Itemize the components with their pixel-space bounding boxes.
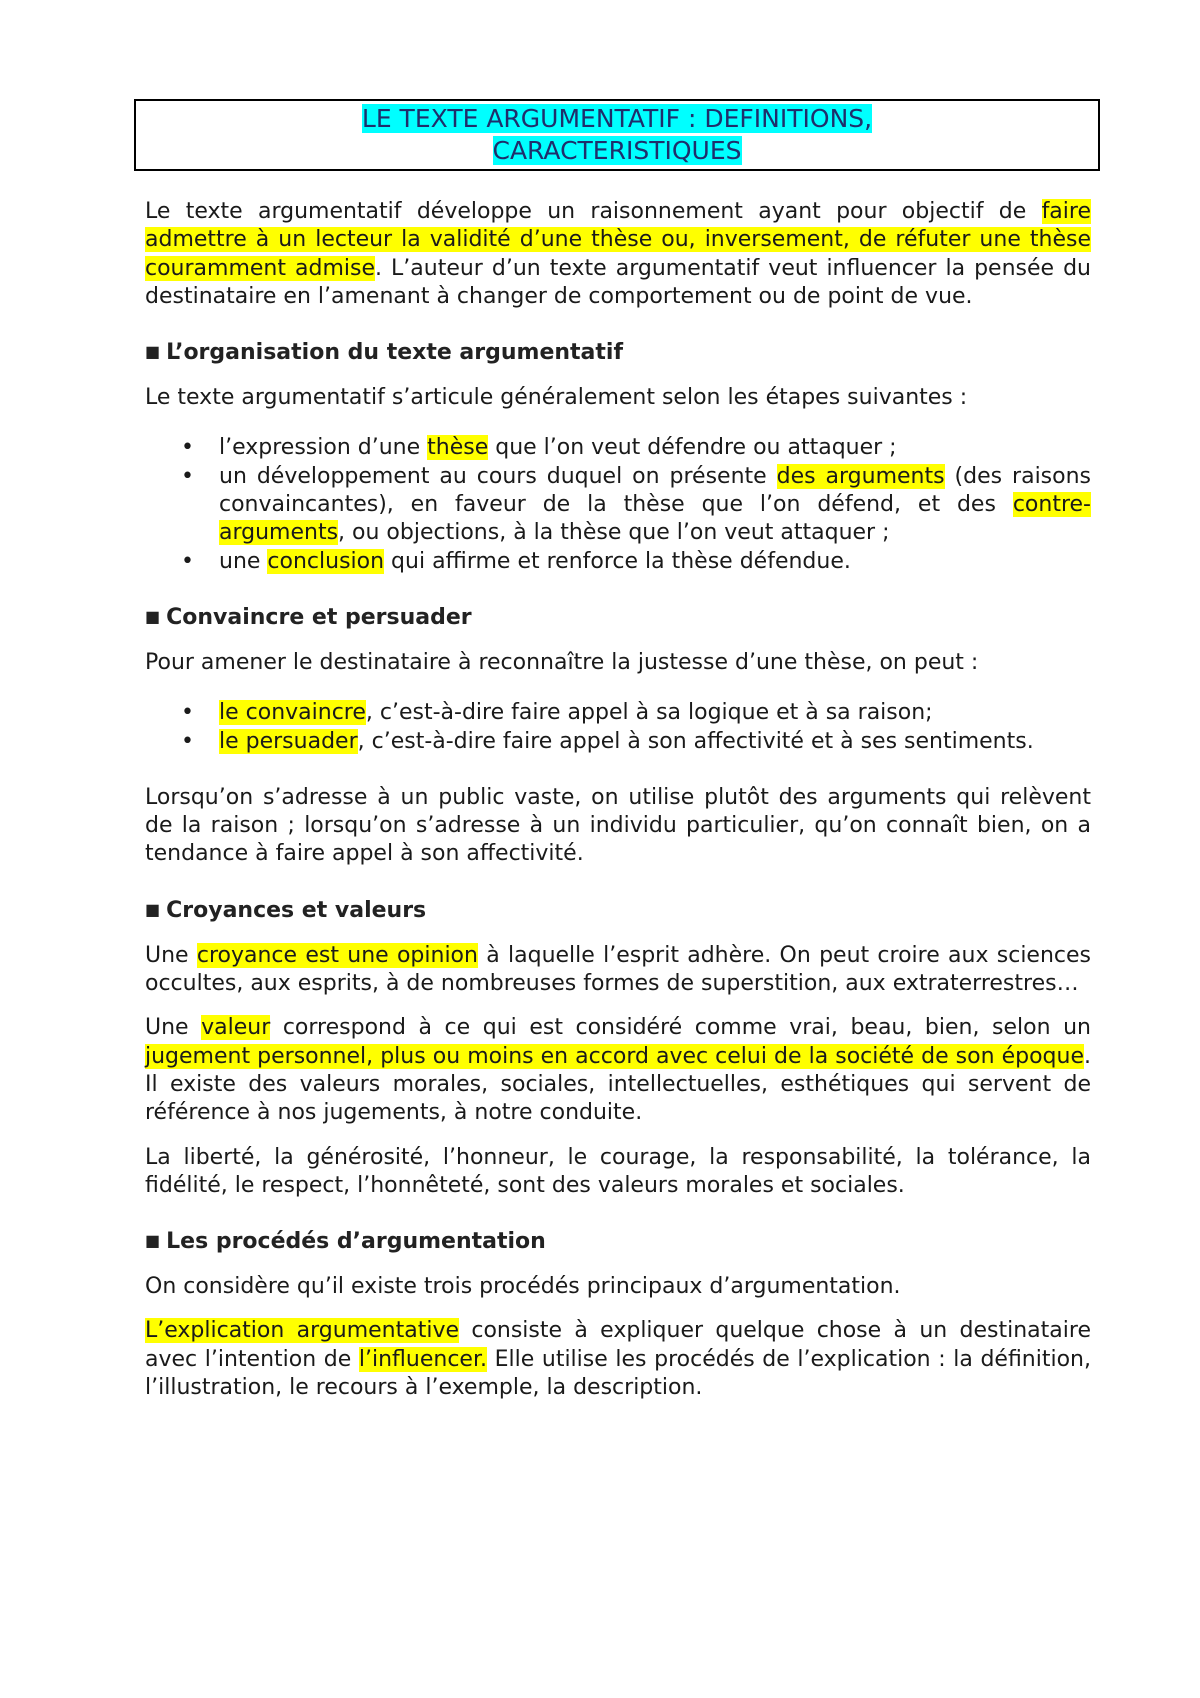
item-text: , c’est-à-dire faire appel à son affectivité et à ses sentiments. bbox=[357, 728, 1034, 754]
item-text: , ou objections, à la thèse que l’on veut attaquer ; bbox=[338, 520, 890, 546]
valeur-paragraph bbox=[145, 1014, 1091, 1127]
bullet-icon: • bbox=[181, 548, 194, 574]
item-highlight: le persuader bbox=[219, 728, 358, 754]
intro-highlight: faire admettre à un lecteur la validité d’une thèse ou, inversement, de réfuter une thèse couramment admise bbox=[145, 199, 1091, 281]
document-body bbox=[145, 198, 1091, 1418]
list-item bbox=[145, 463, 1091, 548]
para-highlight: l’influencer. bbox=[358, 1346, 487, 1372]
croyance-paragraph bbox=[145, 942, 1091, 999]
square-bullet-icon: ■ bbox=[145, 1231, 161, 1251]
bullet-icon: • bbox=[181, 728, 194, 754]
list-item bbox=[145, 548, 1091, 576]
section-heading-procedes bbox=[145, 1228, 1091, 1257]
list-item bbox=[145, 699, 1091, 727]
para-text: consiste à expliquer quelque chose à un destinataire avec l’intention de bbox=[145, 1318, 1091, 1372]
item-highlight: contre-arguments bbox=[219, 492, 1091, 546]
item-highlight: conclusion bbox=[267, 548, 385, 574]
item-text: qui affirme et renforce la thèse défendue. bbox=[384, 548, 851, 574]
item-text: l’expression d’une bbox=[219, 435, 428, 461]
para-text: . Il existe des valeurs morales, sociales, intellectuelles, esthétiques qui servent de référence à nos jugements, à notre conduite. bbox=[145, 1043, 1091, 1126]
intro-text-2: . L’auteur d’un texte argumentatif veut influencer la pensée du destinataire en l’amenant à changer de comportement ou de point de vue. bbox=[145, 255, 1091, 309]
para-highlight: jugement personnel, plus ou moins en accord avec celui de la société de son époque bbox=[145, 1043, 1084, 1069]
para-text: Une bbox=[145, 942, 197, 968]
section-heading-organisation bbox=[145, 339, 1091, 368]
convaincre-list bbox=[145, 699, 1091, 756]
item-highlight: thèse bbox=[427, 435, 489, 461]
item-highlight: le convaincre bbox=[219, 700, 366, 726]
section-heading-text: L’organisation du texte argumentatif bbox=[166, 340, 624, 366]
para-highlight: L’explication argumentative bbox=[145, 1318, 460, 1344]
item-text: une bbox=[219, 548, 268, 574]
item-text: , c’est-à-dire faire appel à sa logique et à sa raison; bbox=[365, 700, 933, 726]
bullet-icon: • bbox=[181, 435, 194, 461]
document-title bbox=[134, 99, 1100, 171]
item-text: (des raisons convaincantes), en faveur de la thèse que l’on défend, et des bbox=[219, 463, 1092, 518]
section-heading-text: Les procédés d’argumentation bbox=[166, 1229, 546, 1255]
section2-paragraph: Lorsqu’on s’adresse à un public vaste, on utilise plutôt des arguments qui relèvent de la raison ; lorsqu’on s’adresse à un individu particulier, qu’on connaît bien, on a tendance à faire appel à son affectivité. bbox=[145, 784, 1091, 867]
square-bullet-icon: ■ bbox=[145, 606, 161, 626]
para-text: à laquelle l’esprit adhère. On peut croire aux sciences occultes, aux esprits, à de nombreuses formes de superstition, aux extraterrestres… bbox=[145, 942, 1091, 997]
para-text: Une bbox=[145, 1015, 202, 1041]
section2-lead: Pour amener le destinataire à reconnaître la justesse d’une thèse, on peut : bbox=[145, 649, 979, 675]
intro-paragraph bbox=[145, 198, 1091, 311]
section-heading-croyances bbox=[145, 897, 1091, 926]
bullet-icon: • bbox=[181, 700, 194, 726]
item-text: un développement au cours duquel on présente bbox=[219, 463, 777, 489]
organisation-list bbox=[145, 434, 1091, 575]
list-item bbox=[145, 434, 1091, 462]
square-bullet-icon: ■ bbox=[145, 899, 161, 919]
para-text: correspond à ce qui est considéré comme vrai, beau, bien, selon un bbox=[270, 1015, 1091, 1041]
explication-paragraph bbox=[145, 1317, 1091, 1402]
item-highlight: des arguments bbox=[776, 463, 945, 489]
title-line-1: LE TEXTE ARGUMENTATIF : DEFINITIONS, bbox=[361, 104, 873, 133]
list-item bbox=[145, 728, 1091, 756]
para-highlight: valeur bbox=[201, 1015, 271, 1041]
section1-lead: Le texte argumentatif s’articule généralement selon les étapes suivantes : bbox=[145, 385, 968, 411]
item-text: que l’on veut défendre ou attaquer ; bbox=[488, 435, 897, 461]
title-line-2: CARACTERISTIQUES bbox=[492, 136, 742, 165]
para-text: Elle utilise les procédés de l’explication : la définition, l’illustration, le recours à l’exemple, la description. bbox=[145, 1346, 1091, 1401]
section-heading-text: Croyances et valeurs bbox=[166, 897, 427, 923]
procedes-intro: On considère qu’il existe trois procédés principaux d’argumentation. bbox=[145, 1274, 901, 1300]
para-highlight: croyance est une opinion bbox=[196, 942, 478, 968]
square-bullet-icon: ■ bbox=[145, 342, 161, 362]
intro-text-1: Le texte argumentatif développe un raisonnement ayant pour objectif de bbox=[145, 199, 1042, 224]
section-heading-convaincre bbox=[145, 604, 1091, 633]
valeurs-list-paragraph: La liberté, la générosité, l’honneur, le courage, la responsabilité, la tolérance, la fidélité, le respect, l’honnêteté, sont des valeurs morales et sociales. bbox=[145, 1144, 1091, 1198]
bullet-icon: • bbox=[181, 463, 194, 489]
section-heading-text: Convaincre et persuader bbox=[166, 604, 472, 630]
